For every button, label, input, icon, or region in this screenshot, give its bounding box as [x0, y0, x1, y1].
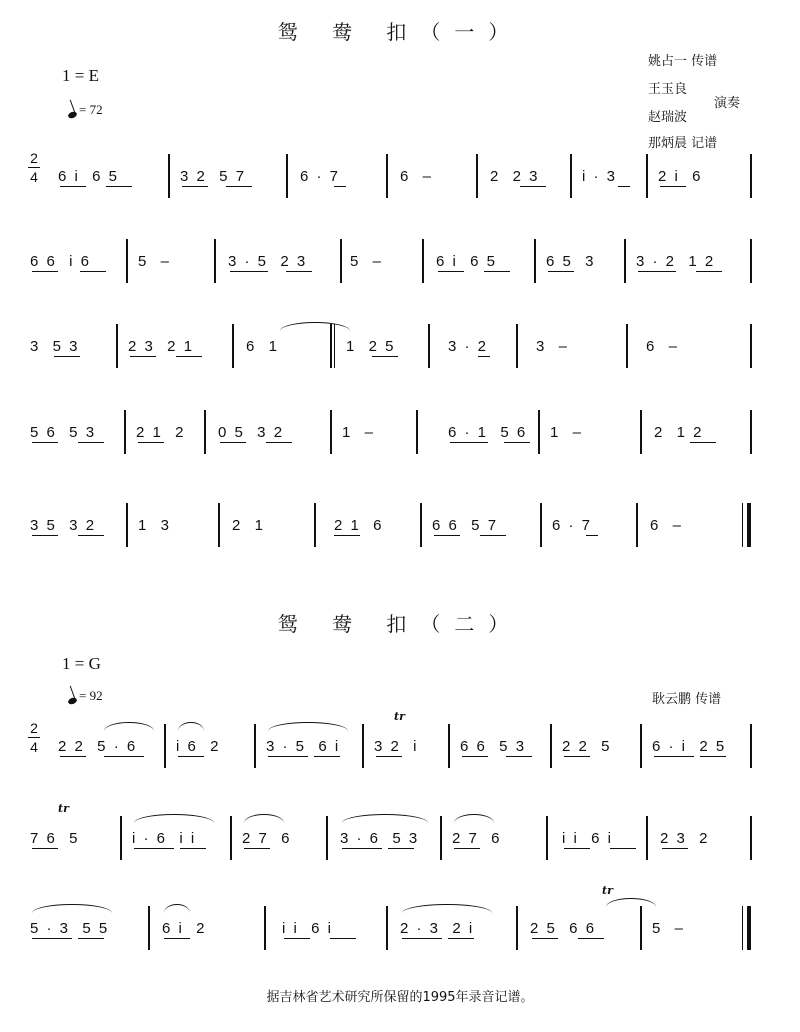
underline	[32, 938, 72, 939]
underline	[660, 186, 686, 187]
measure: 2 2 3	[490, 167, 540, 185]
barline	[640, 410, 642, 454]
underline	[462, 756, 488, 757]
underline	[266, 442, 292, 443]
measure: i · 6 i i	[132, 829, 197, 847]
measure: 6 · 7	[300, 167, 341, 185]
underline	[226, 186, 252, 187]
measure: 5 6 5 3	[30, 423, 97, 441]
barline	[448, 724, 450, 768]
barline	[646, 154, 648, 198]
piece2-tempo	[68, 688, 103, 704]
piece1-credit-performer2: 赵瑞波	[648, 110, 688, 125]
underline	[32, 271, 58, 272]
underline	[176, 356, 202, 357]
underline	[532, 938, 558, 939]
barline	[330, 410, 332, 454]
measure: 5 –	[138, 252, 172, 270]
underline	[434, 535, 460, 536]
barline	[232, 324, 234, 368]
piece1-credit-notator: 那炳晨 记谱	[648, 136, 718, 151]
barline	[534, 239, 536, 283]
underline	[314, 756, 340, 757]
underline	[504, 442, 530, 443]
measure: 3 · 2 1 2	[636, 252, 716, 270]
tempo-value: = 92	[79, 688, 103, 703]
measure: 2 1	[232, 516, 266, 534]
piece1-title: 鸳 鸯 扣（一）	[277, 20, 523, 44]
underline	[450, 442, 488, 443]
underline	[178, 756, 204, 757]
underline	[586, 535, 598, 536]
piece2-title: 鸳 鸯 扣（二）	[277, 612, 523, 636]
underline	[268, 756, 308, 757]
barline	[640, 906, 642, 950]
underline	[78, 535, 104, 536]
measure: i i 6 i	[562, 829, 614, 847]
underline	[564, 756, 590, 757]
barline	[750, 410, 752, 454]
underline	[388, 848, 414, 849]
measure: 2 7 6	[452, 829, 502, 847]
underline	[334, 535, 360, 536]
measure: 3 · 2	[448, 337, 489, 355]
slur	[454, 814, 494, 823]
measure: 6 5 3	[546, 252, 596, 270]
source-note: 据吉林省艺术研究所保留的1995年录音记谱。	[266, 990, 534, 1005]
underline	[618, 186, 630, 187]
barline	[420, 503, 422, 547]
quarter-note-icon	[67, 111, 78, 120]
piece2-credit-transmitter: 耿云鹏 传谱	[652, 692, 722, 707]
barline	[254, 724, 256, 768]
barline	[750, 239, 752, 283]
piece1-system-5	[28, 507, 754, 543]
piece2-system-2	[28, 802, 754, 856]
measure: 5 –	[350, 252, 384, 270]
underline	[506, 756, 532, 757]
measure: i i 6 i	[282, 919, 334, 937]
barline	[168, 154, 170, 198]
underline	[454, 848, 480, 849]
barline	[204, 410, 206, 454]
final-barline	[742, 503, 743, 547]
measure: 2 5 6 6	[530, 919, 597, 937]
slur	[342, 814, 428, 823]
barline	[362, 724, 364, 768]
underline	[690, 442, 716, 443]
underline	[60, 756, 86, 757]
underline	[342, 848, 382, 849]
barline	[264, 906, 266, 950]
underline	[32, 535, 58, 536]
piece1-credit-transmitter: 姚占一 传谱	[648, 54, 718, 69]
tempo-value: = 72	[79, 102, 103, 117]
barline	[626, 324, 628, 368]
underline	[78, 442, 104, 443]
barline	[428, 324, 430, 368]
measure: 3 2 i	[374, 737, 419, 755]
barline	[416, 410, 418, 454]
barline	[750, 816, 752, 860]
tie-slur	[280, 322, 350, 331]
measure: 0 5 3 2	[218, 423, 285, 441]
underline	[520, 186, 546, 187]
underline	[104, 756, 144, 757]
measure: 6 · 1 5 6	[448, 423, 528, 441]
barline	[116, 324, 118, 368]
measure: 1 3	[138, 516, 172, 534]
barline	[440, 816, 442, 860]
final-barline	[747, 503, 751, 547]
measure: 6 · 7	[552, 516, 593, 534]
barline	[538, 410, 540, 454]
underline	[164, 938, 190, 939]
measure: 2 1 2	[654, 423, 704, 441]
piece1-system-4	[28, 414, 754, 450]
time-signature: 2 4	[28, 150, 40, 185]
quarter-note-icon	[67, 697, 78, 706]
measure: 3 5 3	[30, 337, 80, 355]
barline	[214, 239, 216, 283]
barline	[148, 906, 150, 950]
measure: 3 · 6 5 3	[340, 829, 420, 847]
barline	[516, 906, 518, 950]
slur	[268, 722, 348, 731]
underline	[130, 356, 156, 357]
underline	[700, 756, 726, 757]
piece2-system-3	[28, 884, 754, 946]
underline	[182, 186, 208, 187]
measure: 6 –	[650, 516, 684, 534]
measure: 2 3 2 1	[128, 337, 195, 355]
barline	[636, 503, 638, 547]
measure: 3 2 5 7	[180, 167, 247, 185]
underline	[230, 271, 268, 272]
barline	[314, 503, 316, 547]
slur	[402, 904, 492, 913]
underline	[334, 186, 346, 187]
slur	[244, 814, 284, 823]
piece1-system-2	[28, 243, 754, 279]
measure: 3 · 5 6 i	[266, 737, 341, 755]
barline	[624, 239, 626, 283]
barline	[550, 724, 552, 768]
barline	[540, 503, 542, 547]
measure: 1 –	[550, 423, 584, 441]
slur	[164, 904, 190, 913]
measure: 3 –	[536, 337, 570, 355]
measure: 2 · 3 2 i	[400, 919, 475, 937]
underline	[78, 938, 104, 939]
underline	[106, 186, 132, 187]
measure: 2 1 2	[136, 423, 186, 441]
barline	[750, 154, 752, 198]
barline	[120, 816, 122, 860]
barline	[386, 906, 388, 950]
measure: 5 –	[652, 919, 686, 937]
tie-slur	[606, 898, 656, 907]
measure: 6 1	[246, 337, 280, 355]
underline	[138, 442, 164, 443]
barline	[750, 324, 752, 368]
barline	[124, 410, 126, 454]
trill-mark: tr	[58, 802, 69, 815]
barline	[230, 816, 232, 860]
barline	[340, 239, 342, 283]
underline	[578, 938, 604, 939]
underline	[548, 271, 574, 272]
underline	[564, 848, 590, 849]
barline	[646, 816, 648, 860]
underline	[610, 848, 636, 849]
underline	[32, 442, 58, 443]
measure: 2 1 6	[334, 516, 384, 534]
slur	[104, 722, 154, 731]
piece2-key: 1 = G	[62, 654, 101, 673]
measure: i · 3	[582, 167, 618, 185]
underline	[330, 938, 356, 939]
measure: 2 7 6	[242, 829, 292, 847]
measure: 3 5 3 2	[30, 516, 97, 534]
underline	[244, 848, 270, 849]
underline	[438, 271, 464, 272]
underline	[696, 271, 722, 272]
underline	[220, 442, 246, 443]
underline	[60, 186, 86, 187]
underline	[32, 848, 58, 849]
measure: 7 6 5	[30, 829, 80, 847]
final-barline	[742, 906, 743, 950]
slur	[32, 904, 112, 913]
underline	[284, 938, 310, 939]
measure: 6 · i 2 5	[652, 737, 727, 755]
final-barline	[747, 906, 751, 950]
barline	[164, 724, 166, 768]
barline	[476, 154, 478, 198]
time-signature: 2 4	[28, 720, 40, 755]
barline	[218, 503, 220, 547]
underline	[180, 848, 206, 849]
measure: 2 i 6	[658, 167, 703, 185]
measure: 5 · 3 5 5	[30, 919, 110, 937]
trill-mark: tr	[394, 710, 405, 723]
piece1-tempo	[68, 102, 103, 118]
underline	[134, 848, 174, 849]
measure: 6 –	[646, 337, 680, 355]
underline	[484, 271, 510, 272]
barline	[422, 239, 424, 283]
measure: 1 –	[342, 423, 376, 441]
barline	[126, 239, 128, 283]
underline	[402, 938, 442, 939]
measure: 1 2 5	[346, 337, 396, 355]
measure: 6 6 i 6	[30, 252, 92, 270]
barline	[386, 154, 388, 198]
barline	[126, 503, 128, 547]
barline	[546, 816, 548, 860]
measure: i 6 2	[176, 737, 221, 755]
measure: 6 6 5 3	[460, 737, 527, 755]
underline	[54, 356, 80, 357]
underline	[448, 938, 474, 939]
underline	[376, 756, 402, 757]
piece1-system-1	[28, 150, 754, 194]
measure: 3 · 5 2 3	[228, 252, 308, 270]
piece1-key: 1 = E	[62, 66, 99, 85]
underline	[372, 356, 398, 357]
underline	[80, 271, 106, 272]
measure: 2 2 5	[562, 737, 612, 755]
underline	[638, 271, 676, 272]
measure: 6 6 5 7	[432, 516, 499, 534]
barline	[286, 154, 288, 198]
underline	[654, 756, 694, 757]
underline	[478, 356, 490, 357]
measure: 6 i 2	[162, 919, 207, 937]
measure: 6 –	[400, 167, 434, 185]
measure: 2 2 5 · 6	[58, 737, 138, 755]
barline	[516, 324, 518, 368]
underline	[480, 535, 506, 536]
measure: 2 3 2	[660, 829, 710, 847]
barline	[640, 724, 642, 768]
measure: 6 i 6 5	[58, 167, 120, 185]
barline	[750, 724, 752, 768]
underline	[662, 848, 688, 849]
trill-mark: tr	[602, 884, 613, 897]
slur	[178, 722, 204, 731]
underline	[286, 271, 312, 272]
piece2-system-1	[28, 710, 754, 764]
piece1-system-3	[28, 328, 754, 364]
piece1-credit-performed-role: 演奏	[714, 96, 741, 111]
piece1-credit-performer1: 王玉良	[648, 82, 688, 97]
barline	[570, 154, 572, 198]
slur	[134, 814, 214, 823]
barline	[326, 816, 328, 860]
measure: 6 i 6 5	[436, 252, 498, 270]
